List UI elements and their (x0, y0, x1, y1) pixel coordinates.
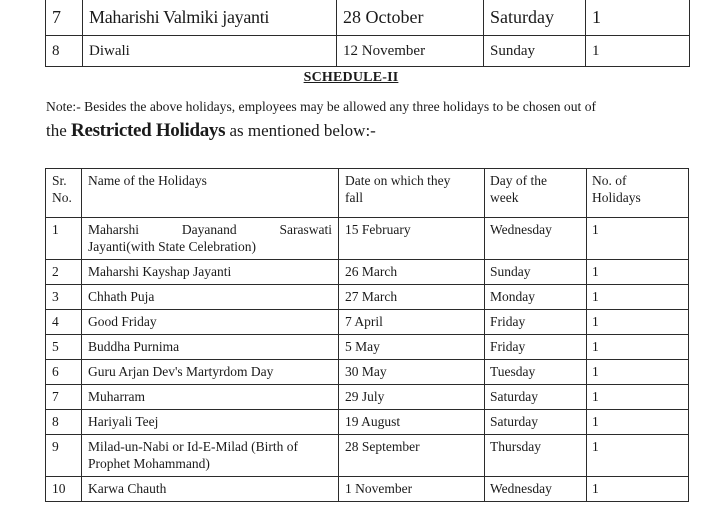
holiday-date: 27 March (339, 285, 485, 310)
holiday-day: Saturday (485, 410, 587, 435)
holiday-date: 29 July (339, 385, 485, 410)
sr-no: 9 (46, 435, 82, 477)
restricted-holidays-label: Restricted Holidays (71, 120, 226, 141)
holiday-day: Friday (485, 310, 587, 335)
holiday-date: 12 November (337, 36, 484, 67)
holiday-day: Sunday (484, 36, 586, 67)
header-name: Name of the Holidays (82, 169, 339, 218)
table-row (46, 477, 689, 502)
holiday-day: Tuesday (485, 360, 587, 385)
holiday-name: Karwa Chauth (82, 477, 339, 502)
header-row (46, 169, 689, 218)
holiday-date: 28 September (339, 435, 485, 477)
holiday-date: 26 March (339, 260, 485, 285)
sr-no: 10 (46, 477, 82, 502)
holiday-day: Wednesday (485, 477, 587, 502)
sr-no: 7 (46, 385, 82, 410)
header-date: Date on which they fall (339, 169, 485, 218)
table-row (46, 310, 689, 335)
holiday-name: Diwali (83, 36, 337, 67)
holiday-name: Maharshi Kayshap Jayanti (82, 260, 339, 285)
schedule-2-title: SCHEDULE-II (303, 70, 399, 85)
holiday-date: 28 October (337, 0, 484, 36)
holiday-count: 1 (587, 410, 689, 435)
holiday-name: Buddha Purnima (82, 335, 339, 360)
holiday-name: Hariyali Teej (82, 410, 339, 435)
holiday-day: Friday (485, 335, 587, 360)
table-row (46, 218, 689, 260)
sr-no: 2 (46, 260, 82, 285)
holiday-day: Saturday (485, 385, 587, 410)
table-row (46, 410, 689, 435)
header-sr-no: Sr. No. (46, 169, 82, 218)
holiday-name: Chhath Puja (82, 285, 339, 310)
holiday-date: 15 February (339, 218, 485, 260)
holiday-count: 1 (587, 310, 689, 335)
table-row (46, 36, 690, 67)
table-row (46, 0, 690, 36)
holiday-name: Maharishi Valmiki jayanti (83, 0, 337, 36)
holiday-count: 1 (587, 385, 689, 410)
restricted-holidays-table (45, 168, 689, 502)
holiday-date: 19 August (339, 410, 485, 435)
sr-no: 6 (46, 360, 82, 385)
note-line-2 (46, 120, 376, 142)
holiday-count: 1 (587, 218, 689, 260)
sr-no: 5 (46, 335, 82, 360)
holiday-count: 1 (587, 477, 689, 502)
holiday-count: 1 (586, 36, 690, 67)
holiday-date: 7 April (339, 310, 485, 335)
header-count: No. of Holidays (587, 169, 689, 218)
note-prefix: the (46, 121, 67, 140)
holiday-count: 1 (587, 260, 689, 285)
holiday-count: 1 (587, 435, 689, 477)
holiday-name: Milad-un-Nabi or Id-E-Milad (Birth of Prophet Mohammand) (82, 435, 339, 477)
sr-no: 3 (46, 285, 82, 310)
note-line-1: Note:- Besides the above holidays, employees may be allowed any three holidays to be chosen out of (46, 99, 597, 114)
sr-no: 7 (46, 0, 83, 36)
holiday-date: 5 May (339, 335, 485, 360)
table-row (46, 385, 689, 410)
holiday-day: Sunday (485, 260, 587, 285)
holiday-count: 1 (587, 285, 689, 310)
sr-no: 4 (46, 310, 82, 335)
holiday-count: 1 (587, 360, 689, 385)
table-row (46, 435, 689, 477)
sr-no: 8 (46, 410, 82, 435)
holiday-day: Wednesday (485, 218, 587, 260)
table-row (46, 285, 689, 310)
note-suffix: as mentioned below:- (229, 121, 376, 140)
holiday-count: 1 (587, 335, 689, 360)
holiday-date: 30 May (339, 360, 485, 385)
holiday-name: Muharram (82, 385, 339, 410)
table-row (46, 260, 689, 285)
sr-no: 1 (46, 218, 82, 260)
schedule-1-table (45, 0, 690, 67)
holiday-name: Maharshi Dayanand Saraswati Jayanti(with State Celebration) (82, 218, 339, 260)
header-day: Day of the week (485, 169, 587, 218)
holiday-day: Monday (485, 285, 587, 310)
holiday-count: 1 (586, 0, 690, 36)
holiday-date: 1 November (339, 477, 485, 502)
table-row (46, 360, 689, 385)
holiday-day: Thursday (485, 435, 587, 477)
holiday-name: Guru Arjan Dev's Martyrdom Day (82, 360, 339, 385)
holiday-day: Saturday (484, 0, 586, 36)
sr-no: 8 (46, 36, 83, 67)
holiday-name: Good Friday (82, 310, 339, 335)
table-row (46, 335, 689, 360)
